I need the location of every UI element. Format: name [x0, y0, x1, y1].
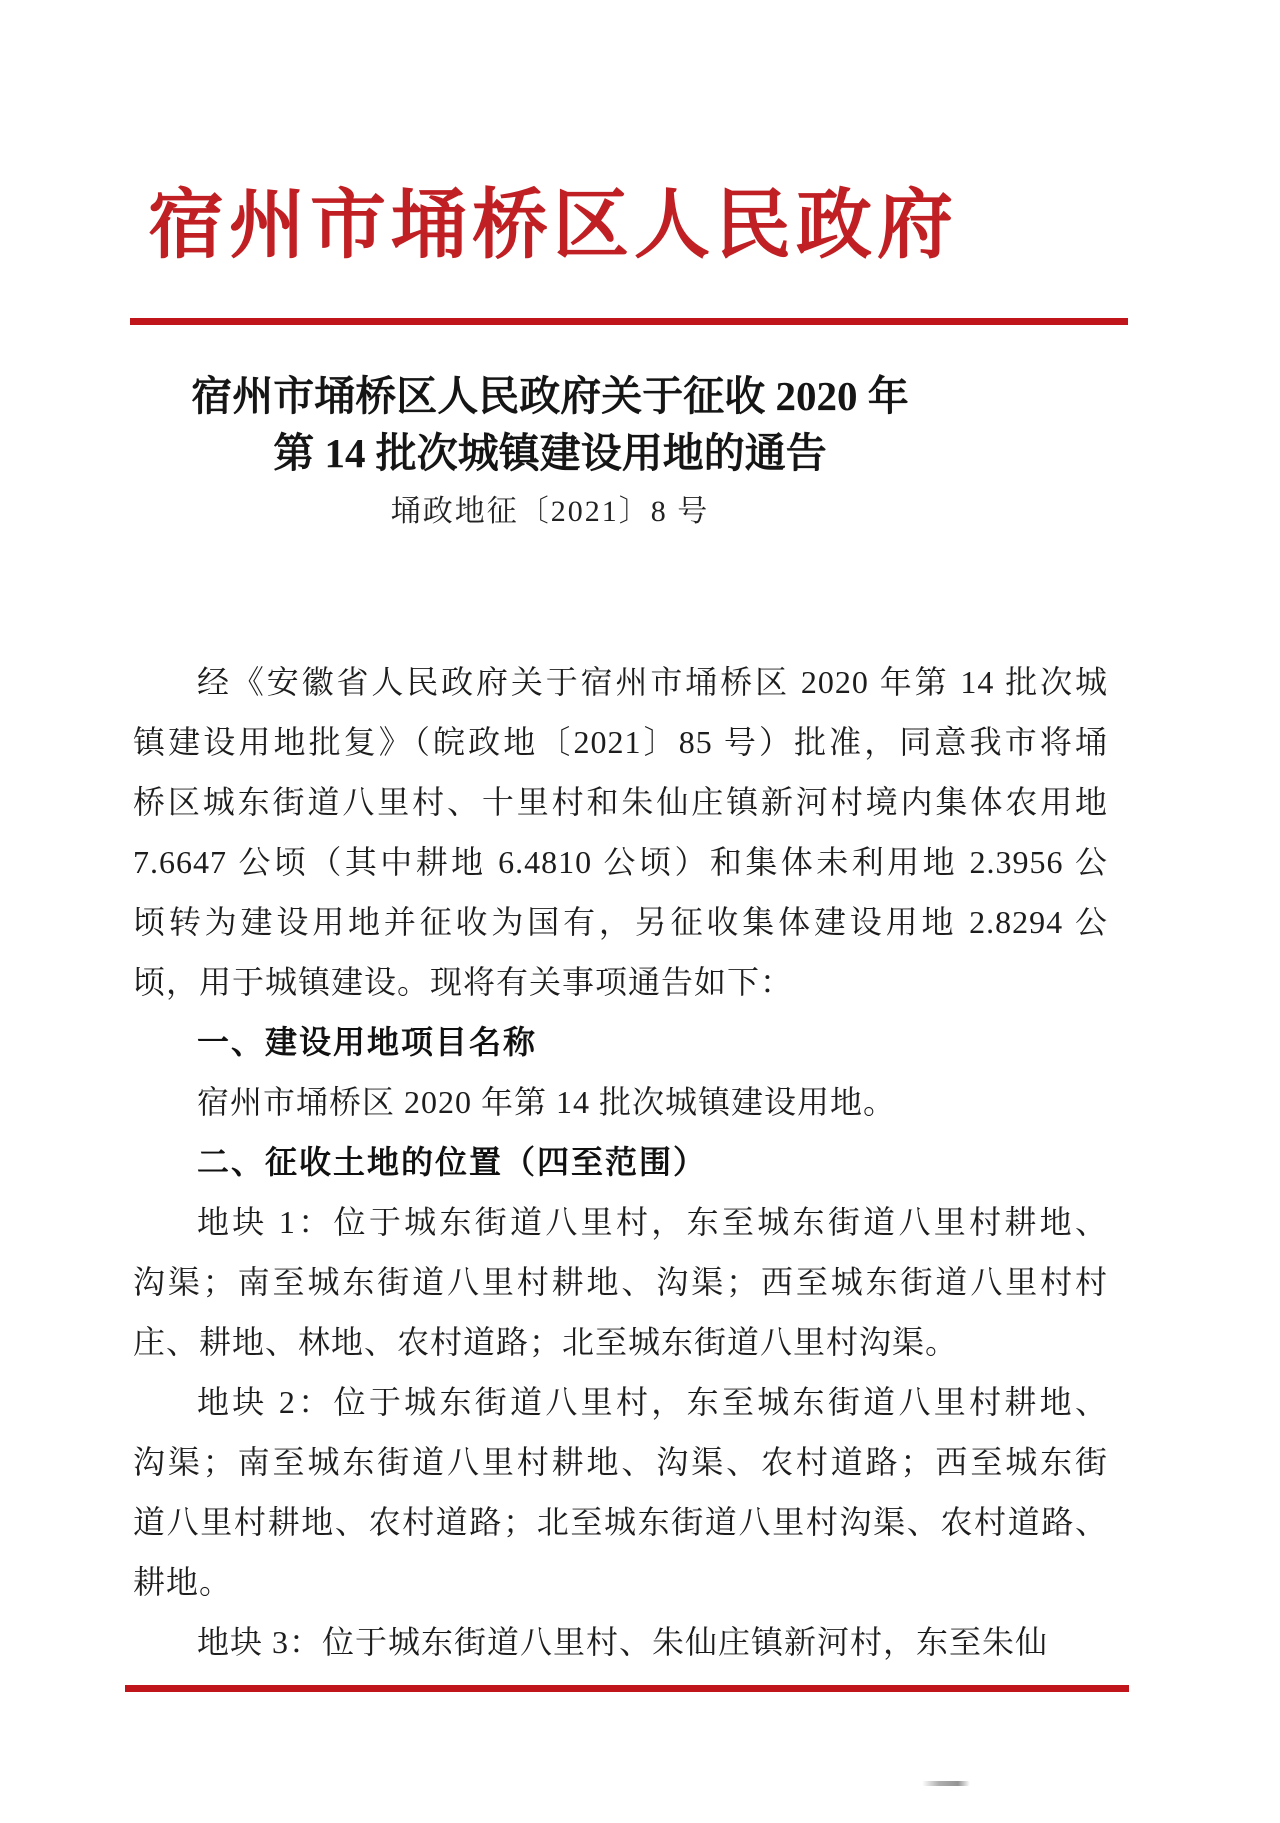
- letterhead-org-name: 宿州市埇桥区人民政府: [148, 184, 958, 268]
- parcel-1-line: 庄、耕地、林地、农村道路；北至城东街道八里村沟渠。: [133, 1324, 959, 1360]
- body-line: 顷转为建设用地并征收为国有，另征收集体建设用地 2.8294 公: [133, 904, 1108, 940]
- body-line: 宿州市埇桥区 2020 年第 14 批次城镇建设用地。: [197, 1084, 897, 1120]
- body-line: 桥区城东街道八里村、十里村和朱仙庄镇新河村境内集体农用地: [133, 784, 1108, 820]
- section-2-heading: 二、征收土地的位置（四至范围）: [197, 1144, 708, 1180]
- body-line: 7.6647 公顷（其中耕地 6.4810 公顷）和集体未利用地 2.3956 公: [133, 844, 1108, 880]
- body-line: 镇建设用地批复》（皖政地〔2021〕85 号）批准，同意我市将埇: [133, 724, 1108, 760]
- parcel-2-line: 沟渠；南至城东街道八里村耕地、沟渠、农村道路；西至城东街: [133, 1444, 1108, 1480]
- notice-body: [133, 652, 1108, 1678]
- parcel-1-line: 沟渠；南至城东街道八里村耕地、沟渠；西至城东街道八里村村: [133, 1264, 1108, 1300]
- document-number: 埇政地征〔2021〕8 号: [390, 495, 710, 528]
- parcel-1-line: 地块 1：位于城东街道八里村，东至城东街道八里村耕地、: [197, 1204, 1108, 1240]
- parcel-2-line: 耕地。: [133, 1564, 233, 1600]
- body-line: 经《安徽省人民政府关于宿州市埇桥区 2020 年第 14 批次城: [197, 664, 1108, 700]
- scan-artifact-mark: [922, 1781, 970, 1786]
- parcel-3-line: 地块 3：位于城东街道八里村、朱仙庄镇新河村，东至朱仙: [197, 1624, 1049, 1660]
- section-1-heading: 一、建设用地项目名称: [197, 1024, 538, 1060]
- notice-title-line1: 宿州市埇桥区人民政府关于征收 2020 年: [191, 373, 909, 419]
- notice-title-block: [100, 368, 1000, 532]
- page-bottom-rule: [125, 1685, 1129, 1692]
- parcel-2-line: 道八里村耕地、农村道路；北至城东街道八里村沟渠、农村道路、: [133, 1504, 1108, 1540]
- notice-title-line2: 第 14 批次城镇建设用地的通告: [273, 430, 827, 476]
- letterhead-divider-rule: [130, 318, 1128, 325]
- parcel-2-line: 地块 2：位于城东街道八里村，东至城东街道八里村耕地、: [197, 1384, 1108, 1420]
- body-line: 顷，用于城镇建设。现将有关事项通告如下：: [133, 964, 794, 1000]
